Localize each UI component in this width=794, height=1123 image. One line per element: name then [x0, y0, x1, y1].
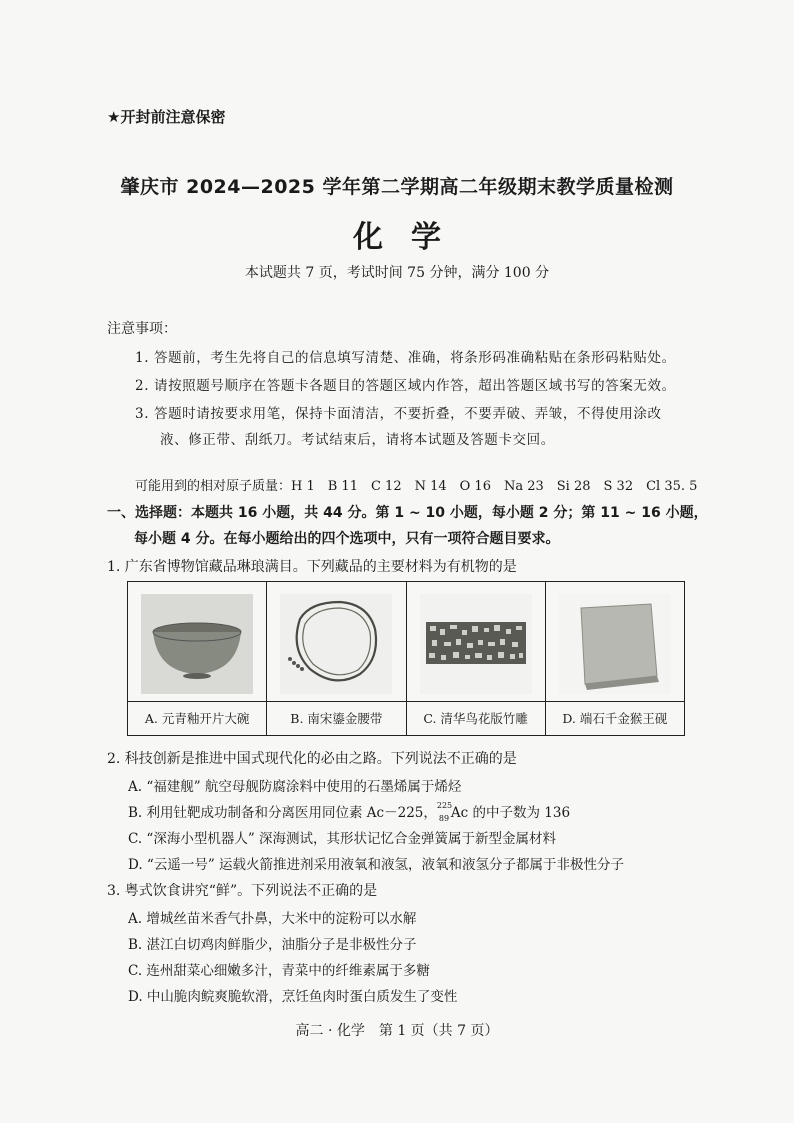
- option-b-text-pre: B. 利用钍靶成功制备和分离医用同位素 Ac－225，: [128, 805, 437, 821]
- question-3-stem: 3. 粤式饮食讲究“鲜”。下列说法不正确的是: [107, 883, 378, 899]
- nuclide-notation: [436, 800, 453, 823]
- question-2-option-b: [128, 801, 570, 821]
- question-3-option-d: D. 中山脆肉鲩爽脆软滑，烹饪鱼肉时蛋白质发生了变性: [128, 989, 458, 1005]
- notice-item: 液、修正带、刮纸刀。考试结束后，请将本试题及答题卡交回。: [160, 432, 555, 448]
- question-3-option-a: A. 增城丝苗米香气扑鼻，大米中的淀粉可以水解: [128, 911, 417, 927]
- atomic-masses: 可能用到的相对原子质量：H 1 B 11 C 12 N 14 O 16 Na 23 Si 28 S 32 Cl 35. 5: [135, 479, 698, 494]
- option-d-label: D. 端石千金猴王砚: [546, 701, 684, 735]
- exam-info: 本试题共 7 页，考试时间 75 分钟，满分 100 分: [244, 265, 550, 281]
- bamboo-carving-image: [420, 594, 532, 694]
- question-2-stem: 2. 科技创新是推进中国式现代化的必由之路。下列说法不正确的是: [107, 751, 517, 767]
- question-1-options-table: [127, 581, 685, 736]
- notice-item: 3. 答题时请按要求用笔，保持卡面清洁，不要折叠，不要弄破、弄皱，不得使用涂改: [135, 406, 662, 422]
- bowl-image: [141, 594, 253, 694]
- notice-heading: 注意事项：: [107, 321, 177, 337]
- option-cell-d: [546, 582, 684, 735]
- question-3-option-c: C. 连州甜菜心细嫩多汁，青菜中的纤维素属于多糖: [128, 963, 430, 979]
- subject-title: 化学: [353, 220, 469, 255]
- section-heading-cont: 每小题 4 分。在每小题给出的四个选项中，只有一项符合题目要求。: [134, 531, 560, 547]
- option-a-label: A. 元青釉开片大碗: [128, 701, 266, 735]
- nuclide-mass-number: 225: [436, 800, 453, 810]
- exam-title: 肇庆市 2024—2025 学年第二学期高二年级期末教学质量检测: [120, 176, 674, 198]
- inkstone-image: [559, 594, 671, 694]
- page-footer: 高二 · 化学 第 1 页（共 7 页）: [295, 1023, 499, 1039]
- option-cell-a: [128, 582, 267, 735]
- nuclide-atomic-number: 89: [438, 813, 450, 823]
- option-b-text-post: Ac 的中子数为 136: [450, 805, 571, 821]
- option-c-label: C. 清华鸟花版竹雕: [407, 701, 545, 735]
- option-b-label: B. 南宋鎏金腰带: [267, 701, 405, 735]
- section-heading: 一、选择题：本题共 16 小题，共 44 分。第 1 ~ 10 小题，每小题 2 分；第 11 ~ 16 小题，: [107, 505, 708, 521]
- question-2-option-a: A. “福建舰” 航空母舰防腐涂料中使用的石墨烯属于烯烃: [128, 779, 462, 795]
- notice-item: 1. 答题前，考生先将自己的信息填写清楚、准确，将条形码准确粘贴在条形码粘贴处。: [135, 350, 676, 366]
- question-1-stem: 1. 广东省博物馆藏品琳琅满目。下列藏品的主要材料为有机物的是: [107, 559, 517, 575]
- gilded-belt-image: [280, 594, 392, 694]
- option-cell-b: [267, 582, 406, 735]
- question-2-option-d: D. “云遥一号” 运载火箭推进剂采用液氧和液氢，液氧和液氢分子都属于非极性分子: [128, 857, 625, 873]
- question-2-option-c: C. “深海小型机器人” 深海测试，其形状记忆合金弹簧属于新型金属材料: [128, 831, 557, 847]
- question-3-option-b: B. 湛江白切鸡肉鲜脂少，油脂分子是非极性分子: [128, 937, 417, 953]
- option-cell-c: [407, 582, 546, 735]
- confidential-notice: ★开封前注意保密: [107, 108, 226, 126]
- notice-item: 2. 请按照题号顺序在答题卡各题目的答题区域内作答，超出答题区域书写的答案无效。: [135, 378, 676, 394]
